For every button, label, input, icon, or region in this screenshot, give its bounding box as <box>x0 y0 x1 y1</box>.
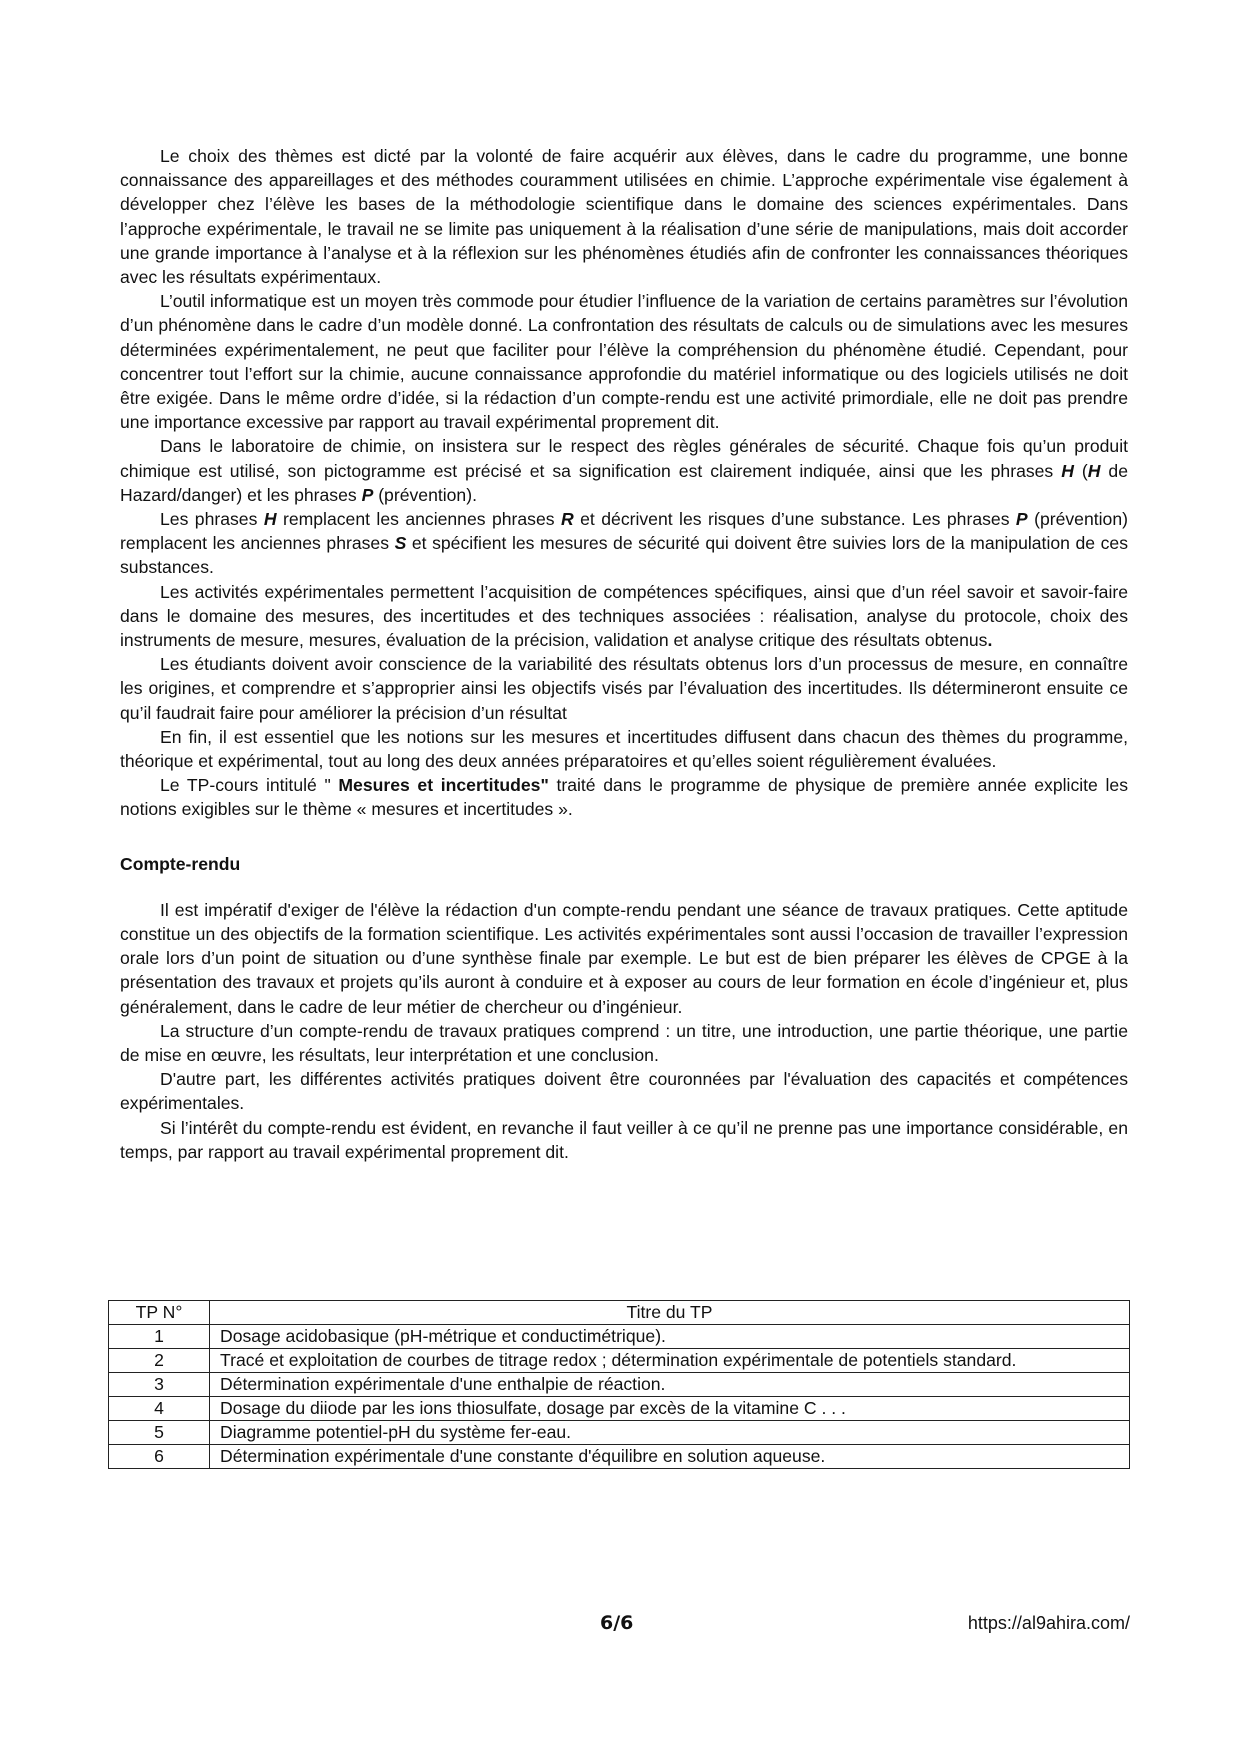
paragraph: L’outil informatique est un moyen très commode pour étudier l’influence de la variation de certains paramètres sur l’évolution d’un phénomène dans le cadre d’un modèle donné. La confrontation des résultats de calculs ou de simulations avec les mesures déterminées expérimentalement, ne peut que faciliter pour l’élève la compréhension du phénomène étudié. Cependant, pour concentrer tout l’effort sur la chimie, aucune connaissance approfondie du matériel informatique ou des logiciels utilisés ne doit être exigée. Dans le même ordre d’idée, si la rédaction d’un compte-rendu est une activité primordiale, elle ne doit pas prendre une importance excessive par rapport au travail expérimental proprement dit. <box>120 291 1128 433</box>
table-header-row <box>109 1301 1130 1325</box>
tp-title: Diagramme potentiel-pH du système fer-eau. <box>210 1421 1130 1445</box>
paragraph: D'autre part, les différentes activités pratiques doivent être couronnées par l'évaluation des capacités et compétences expérimentales. <box>120 1069 1128 1114</box>
paragraph-tp-cours: Le TP-cours intitulé " Mesures et incertitudes" traité dans le programme de physique de première année explicite les notions exigibles sur le thème « mesures et incertitudes ». <box>120 775 1128 820</box>
paragraph: Il est impératif d'exiger de l'élève la rédaction d'un compte-rendu pendant une séance de travaux pratiques. Cette aptitude constitue un des objectifs de la formation scientifique. Les activités expérimentales sont aussi l’occasion de travailler l’expression orale lors d’un point de situation ou d’une synthèse finale par exemple. Le but est de bien préparer les élèves de CPGE à la présentation des travaux et projets qu’ils auront à conduire et à exposer au cours de leur formation en école d’ingénieur et, plus généralement, dans le cadre de leur métier de chercheur ou d’ingénieur. <box>120 899 1128 1017</box>
tp-number: 2 <box>109 1349 210 1373</box>
column-header: TP N° <box>109 1301 210 1325</box>
paragraph: La structure d’un compte-rendu de travaux pratiques comprend : un titre, une introduction, une partie théorique, une partie de mise en œuvre, les résultats, leur interprétation et une conclusion. <box>120 1020 1128 1065</box>
table-row <box>109 1325 1130 1349</box>
tp-number: 5 <box>109 1421 210 1445</box>
paragraph: Le choix des thèmes est dicté par la volonté de faire acquérir aux élèves, dans le cadre du programme, une bonne connaissance des appareillages et des méthodes couramment utilisées en chimie. L’approche expérimentale vise également à développer chez l’élève les bases de la méthodologie scientifique dans le domaine des sciences expérimentales. Dans l’approche expérimentale, le travail ne se limite pas uniquement à la réalisation d’une série de manipulations, mais doit accorder une grande importance à l’analyse et à la réflexion sur les phénomènes étudiés afin de confronter les connaissances théoriques avec les résultats expérimentaux. <box>120 146 1128 288</box>
paragraph: Les étudiants doivent avoir conscience de la variabilité des résultats obtenus lors d’un processus de mesure, en connaître les origines, et comprendre et s’approprier ainsi les objectifs visés par l’évaluation des incertitudes. Ils détermineront ensuite ce qu’il faudrait faire pour améliorer la précision d’un résultat <box>120 654 1128 723</box>
table-row <box>109 1421 1130 1445</box>
tp-title: Dosage acidobasique (pH-métrique et conductimétrique). <box>210 1325 1130 1349</box>
tp-number: 6 <box>109 1445 210 1469</box>
section-title: Compte-rendu <box>120 853 241 874</box>
tp-title: Détermination expérimentale d'une constante d'équilibre en solution aqueuse. <box>210 1445 1130 1469</box>
paragraph-activities: Les activités expérimentales permettent l’acquisition de compétences spécifiques, ainsi que d’un réel savoir et savoir-faire dans le domaine des mesures, des incertitudes et des techniques associées : réalisation, analyse du protocole, choix des instruments de mesure, mesures, évaluation de la précision, validation et analyse critique des résultats obtenus. <box>120 581 1128 651</box>
paragraph: En fin, il est essentiel que les notions sur les mesures et incertitudes diffusent dans chacun des thèmes du programme, théorique et expérimental, tout au long des deux années préparatoires et qu’elles soient régulièrement évaluées. <box>120 726 1128 772</box>
paragraph: Si l’intérêt du compte-rendu est évident, en revanche il faut veiller à ce qu’il ne prenne pas une importance considérable, en temps, par rapport au travail expérimental proprement dit. <box>120 1117 1128 1162</box>
footer-url: https://al9ahira.com/ <box>967 1613 1130 1633</box>
column-header: Titre du TP <box>210 1301 1130 1325</box>
page-number: 6/6 <box>600 1612 634 1634</box>
tp-table <box>108 1300 1130 1469</box>
table-row <box>109 1397 1130 1421</box>
tp-number: 3 <box>109 1373 210 1397</box>
table-row <box>109 1373 1130 1397</box>
tp-title: Détermination expérimentale d'une enthalpie de réaction. <box>210 1373 1130 1397</box>
paragraph-safety: Dans le laboratoire de chimie, on insistera sur le respect des règles générales de sécurité. Chaque fois qu’un produit chimique est utilisé, son pictogramme est précisé et sa signification est clairement indiquée, ainsi que les phrases H (H de Hazard/danger) et les phrases P (prévention). <box>120 436 1129 505</box>
table-row <box>109 1445 1130 1469</box>
tp-title: Tracé et exploitation de courbes de titrage redox ; détermination expérimentale de potentiels standard. <box>210 1349 1130 1373</box>
tp-title: Dosage du diiode par les ions thiosulfate, dosage par excès de la vitamine C . . . <box>210 1397 1130 1421</box>
paragraph-phrases: Les phrases H remplacent les anciennes phrases R et décrivent les risques d’une substance. Les phrases P (prévention) remplacent les anciennes phrases S et spécifient les mesures de sécurité qui doivent être suivies lors de la manipulation de ces substances. <box>120 509 1128 578</box>
table-row <box>109 1349 1130 1373</box>
tp-number: 1 <box>109 1325 210 1349</box>
tp-number: 4 <box>109 1397 210 1421</box>
document-body <box>120 144 1128 1164</box>
